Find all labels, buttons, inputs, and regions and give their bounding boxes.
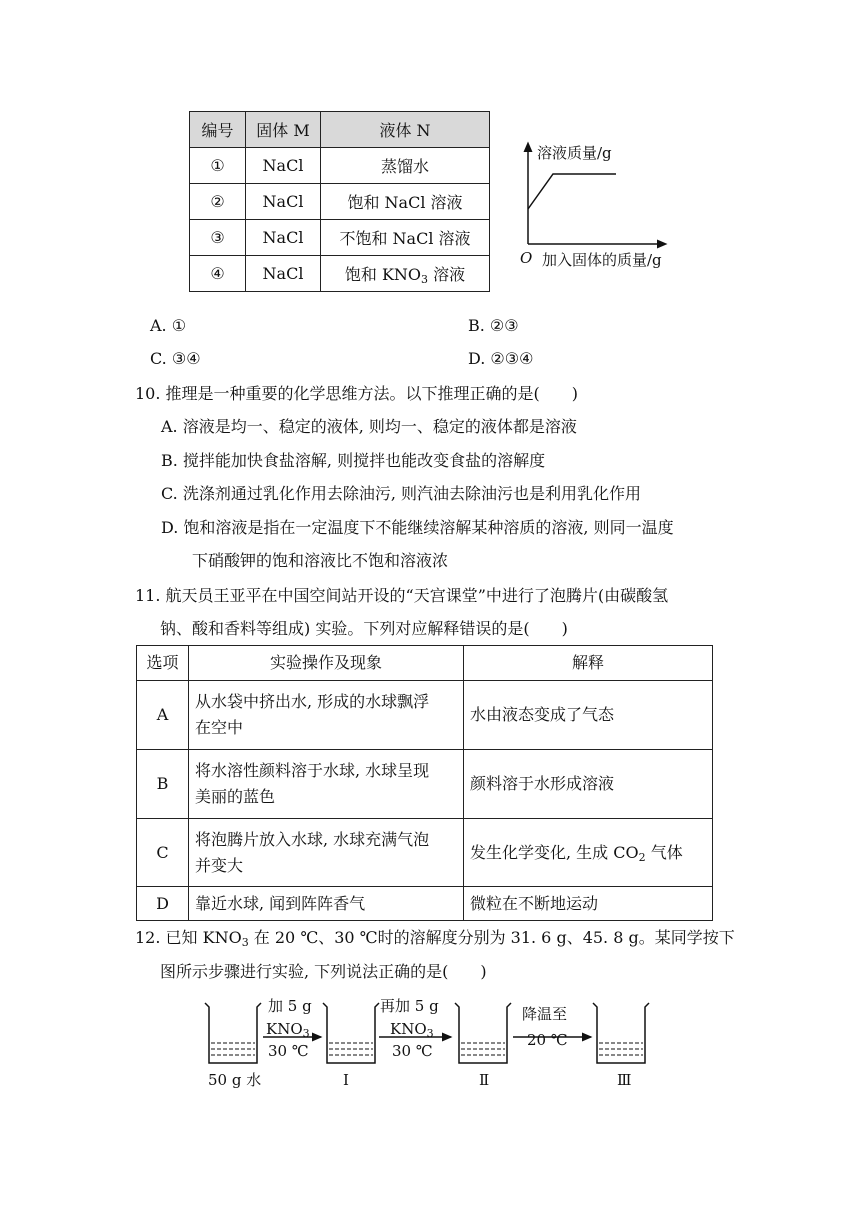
beaker-1 <box>323 1003 379 1063</box>
start-label: 50 g 水 <box>208 1071 262 1089</box>
op-line1: 将泡腾片放入水球, 水球充满气泡 <box>195 829 430 849</box>
q11-row-option: A <box>137 681 189 750</box>
label-2: Ⅱ <box>479 1071 490 1089</box>
q11-row-explanation: 颜料溶于水形成溶液 <box>464 750 713 819</box>
q11-row-explanation: 水由液态变成了气态 <box>464 681 713 750</box>
row-number: ④ <box>190 256 246 292</box>
row-liquid: 不饱和 NaCl 溶液 <box>321 220 490 256</box>
step3-bottom: 20 ℃ <box>527 1031 568 1049</box>
liquid-pre: 饱和 KNO <box>344 265 422 284</box>
step1-mid <box>266 1019 310 1039</box>
step2-bottom: 30 ℃ <box>392 1042 433 1060</box>
step3-top: 降温至 <box>522 1005 568 1023</box>
op-line2: 在空中 <box>195 718 244 737</box>
q10-stem: 10. 推理是一种重要的化学思维方法。以下推理正确的是( ) <box>135 384 579 403</box>
row-solid: NaCl <box>246 184 321 220</box>
q11-stem-line2: 钠、酸和香料等组成) 实验。下列对应解释错误的是( ) <box>160 619 568 638</box>
row-number: ② <box>190 184 246 220</box>
q11-row-operation: 靠近水球, 闻到阵阵香气 <box>189 887 464 921</box>
q11-row-explanation: 微粒在不断地运动 <box>464 887 713 921</box>
row-liquid: 蒸馏水 <box>321 148 490 184</box>
table-row <box>190 184 490 220</box>
q12-stem-sub: 3 <box>241 936 249 949</box>
q9-option-a: A. ① <box>150 316 187 335</box>
table-row <box>190 220 490 256</box>
exp-sub: 2 <box>638 850 646 864</box>
row-number: ① <box>190 148 246 184</box>
table-row <box>190 256 490 292</box>
q11-row-explanation <box>464 819 713 887</box>
table-row <box>137 681 713 750</box>
label-1: Ⅰ <box>343 1071 349 1089</box>
q10-option-d: D. 饱和溶液是指在一定温度下不能继续溶解某种溶质的溶液, 则同一温度 <box>161 518 674 537</box>
row-solid: NaCl <box>246 148 321 184</box>
step1-bottom: 30 ℃ <box>268 1042 309 1060</box>
q12-stem-line2: 图所示步骤进行实验, 下列说法正确的是( ) <box>160 962 487 981</box>
op-line2: 美丽的蓝色 <box>195 787 276 806</box>
row-solid: NaCl <box>246 220 321 256</box>
beaker-water <box>205 1003 261 1063</box>
step1-mid-sub: 3 <box>302 1027 310 1040</box>
q12-stem-line1 <box>135 928 735 948</box>
op-line1: 将水溶性颜料溶于水球, 水球呈现 <box>195 761 430 780</box>
q10-option-b: B. 搅拌能加快食盐溶解, 则搅拌也能改变食盐的溶解度 <box>161 451 546 470</box>
q10-option-d-cont: 下硝酸钾的饱和溶液比不饱和溶液浓 <box>192 551 449 570</box>
op-line2: 并变大 <box>195 855 244 875</box>
q12-stem-pre: 12. 已知 KNO <box>135 928 242 947</box>
q12-stem-post: 在 20 ℃、30 ℃时的溶解度分别为 31. 6 g、45. 8 g。某同学按下 <box>248 928 735 947</box>
q11-row-option: B <box>137 750 189 819</box>
exp-pre: 发生化学变化, 生成 CO <box>470 842 639 862</box>
q11-stem-line1: 11. 航天员王亚平在中国空间站开设的“天宫课堂”中进行了泡腾片(由碳酸氢 <box>135 586 669 605</box>
q11-row-option: D <box>137 887 189 921</box>
liquid-sub: 3 <box>421 273 429 286</box>
table-header-row <box>190 112 490 148</box>
q11-header-option: 选项 <box>137 646 189 681</box>
q11-row-operation <box>189 750 464 819</box>
q9-option-b: B. ②③ <box>468 316 519 335</box>
row-liquid: 饱和 NaCl 溶液 <box>321 184 490 220</box>
beaker-3 <box>593 1003 649 1063</box>
graph-ylabel: 溶液质量/g <box>537 144 612 162</box>
q11-header-explanation: 解释 <box>464 646 713 681</box>
graph-xlabel: 加入固体的质量/g <box>542 251 662 269</box>
row-solid: NaCl <box>246 256 321 292</box>
table-row <box>190 148 490 184</box>
label-3: Ⅲ <box>617 1071 632 1089</box>
q10-option-c: C. 洗涤剂通过乳化作用去除油污, 则汽油去除油污也是利用乳化作用 <box>161 484 642 503</box>
q9-option-c: C. ③④ <box>150 349 201 368</box>
q9-option-d: D. ②③④ <box>468 349 534 368</box>
row-liquid <box>321 256 490 292</box>
row-number: ③ <box>190 220 246 256</box>
step2-mid <box>390 1019 434 1039</box>
step2-mid-pre: KNO <box>390 1020 427 1038</box>
q11-row-operation <box>189 819 464 887</box>
table-row <box>137 819 713 887</box>
q11-table <box>136 645 713 921</box>
table-row <box>137 887 713 921</box>
experiment-table <box>189 111 490 292</box>
step1-mid-pre: KNO <box>266 1020 303 1038</box>
step1-top: 加 5 g <box>268 997 312 1015</box>
q11-header-row <box>137 646 713 681</box>
header-number: 编号 <box>190 112 246 148</box>
exp-post: 气体 <box>645 842 683 862</box>
q10-option-a: A. 溶液是均一、稳定的液体, 则均一、稳定的液体都是溶液 <box>161 417 577 436</box>
table-row <box>137 750 713 819</box>
op-line1: 从水袋中挤出水, 形成的水球飘浮 <box>195 692 430 711</box>
q11-row-option: C <box>137 819 189 887</box>
graph-origin: O <box>520 249 533 267</box>
header-solid-m: 固体 M <box>246 112 321 148</box>
q11-row-operation <box>189 681 464 750</box>
liquid-post: 溶液 <box>428 265 466 284</box>
mass-curve <box>528 174 616 209</box>
header-liquid-n: 液体 N <box>321 112 490 148</box>
beaker-2 <box>455 1003 511 1063</box>
q11-header-operation: 实验操作及现象 <box>189 646 464 681</box>
step2-mid-sub: 3 <box>426 1027 434 1040</box>
step2-top: 再加 5 g <box>380 997 439 1015</box>
